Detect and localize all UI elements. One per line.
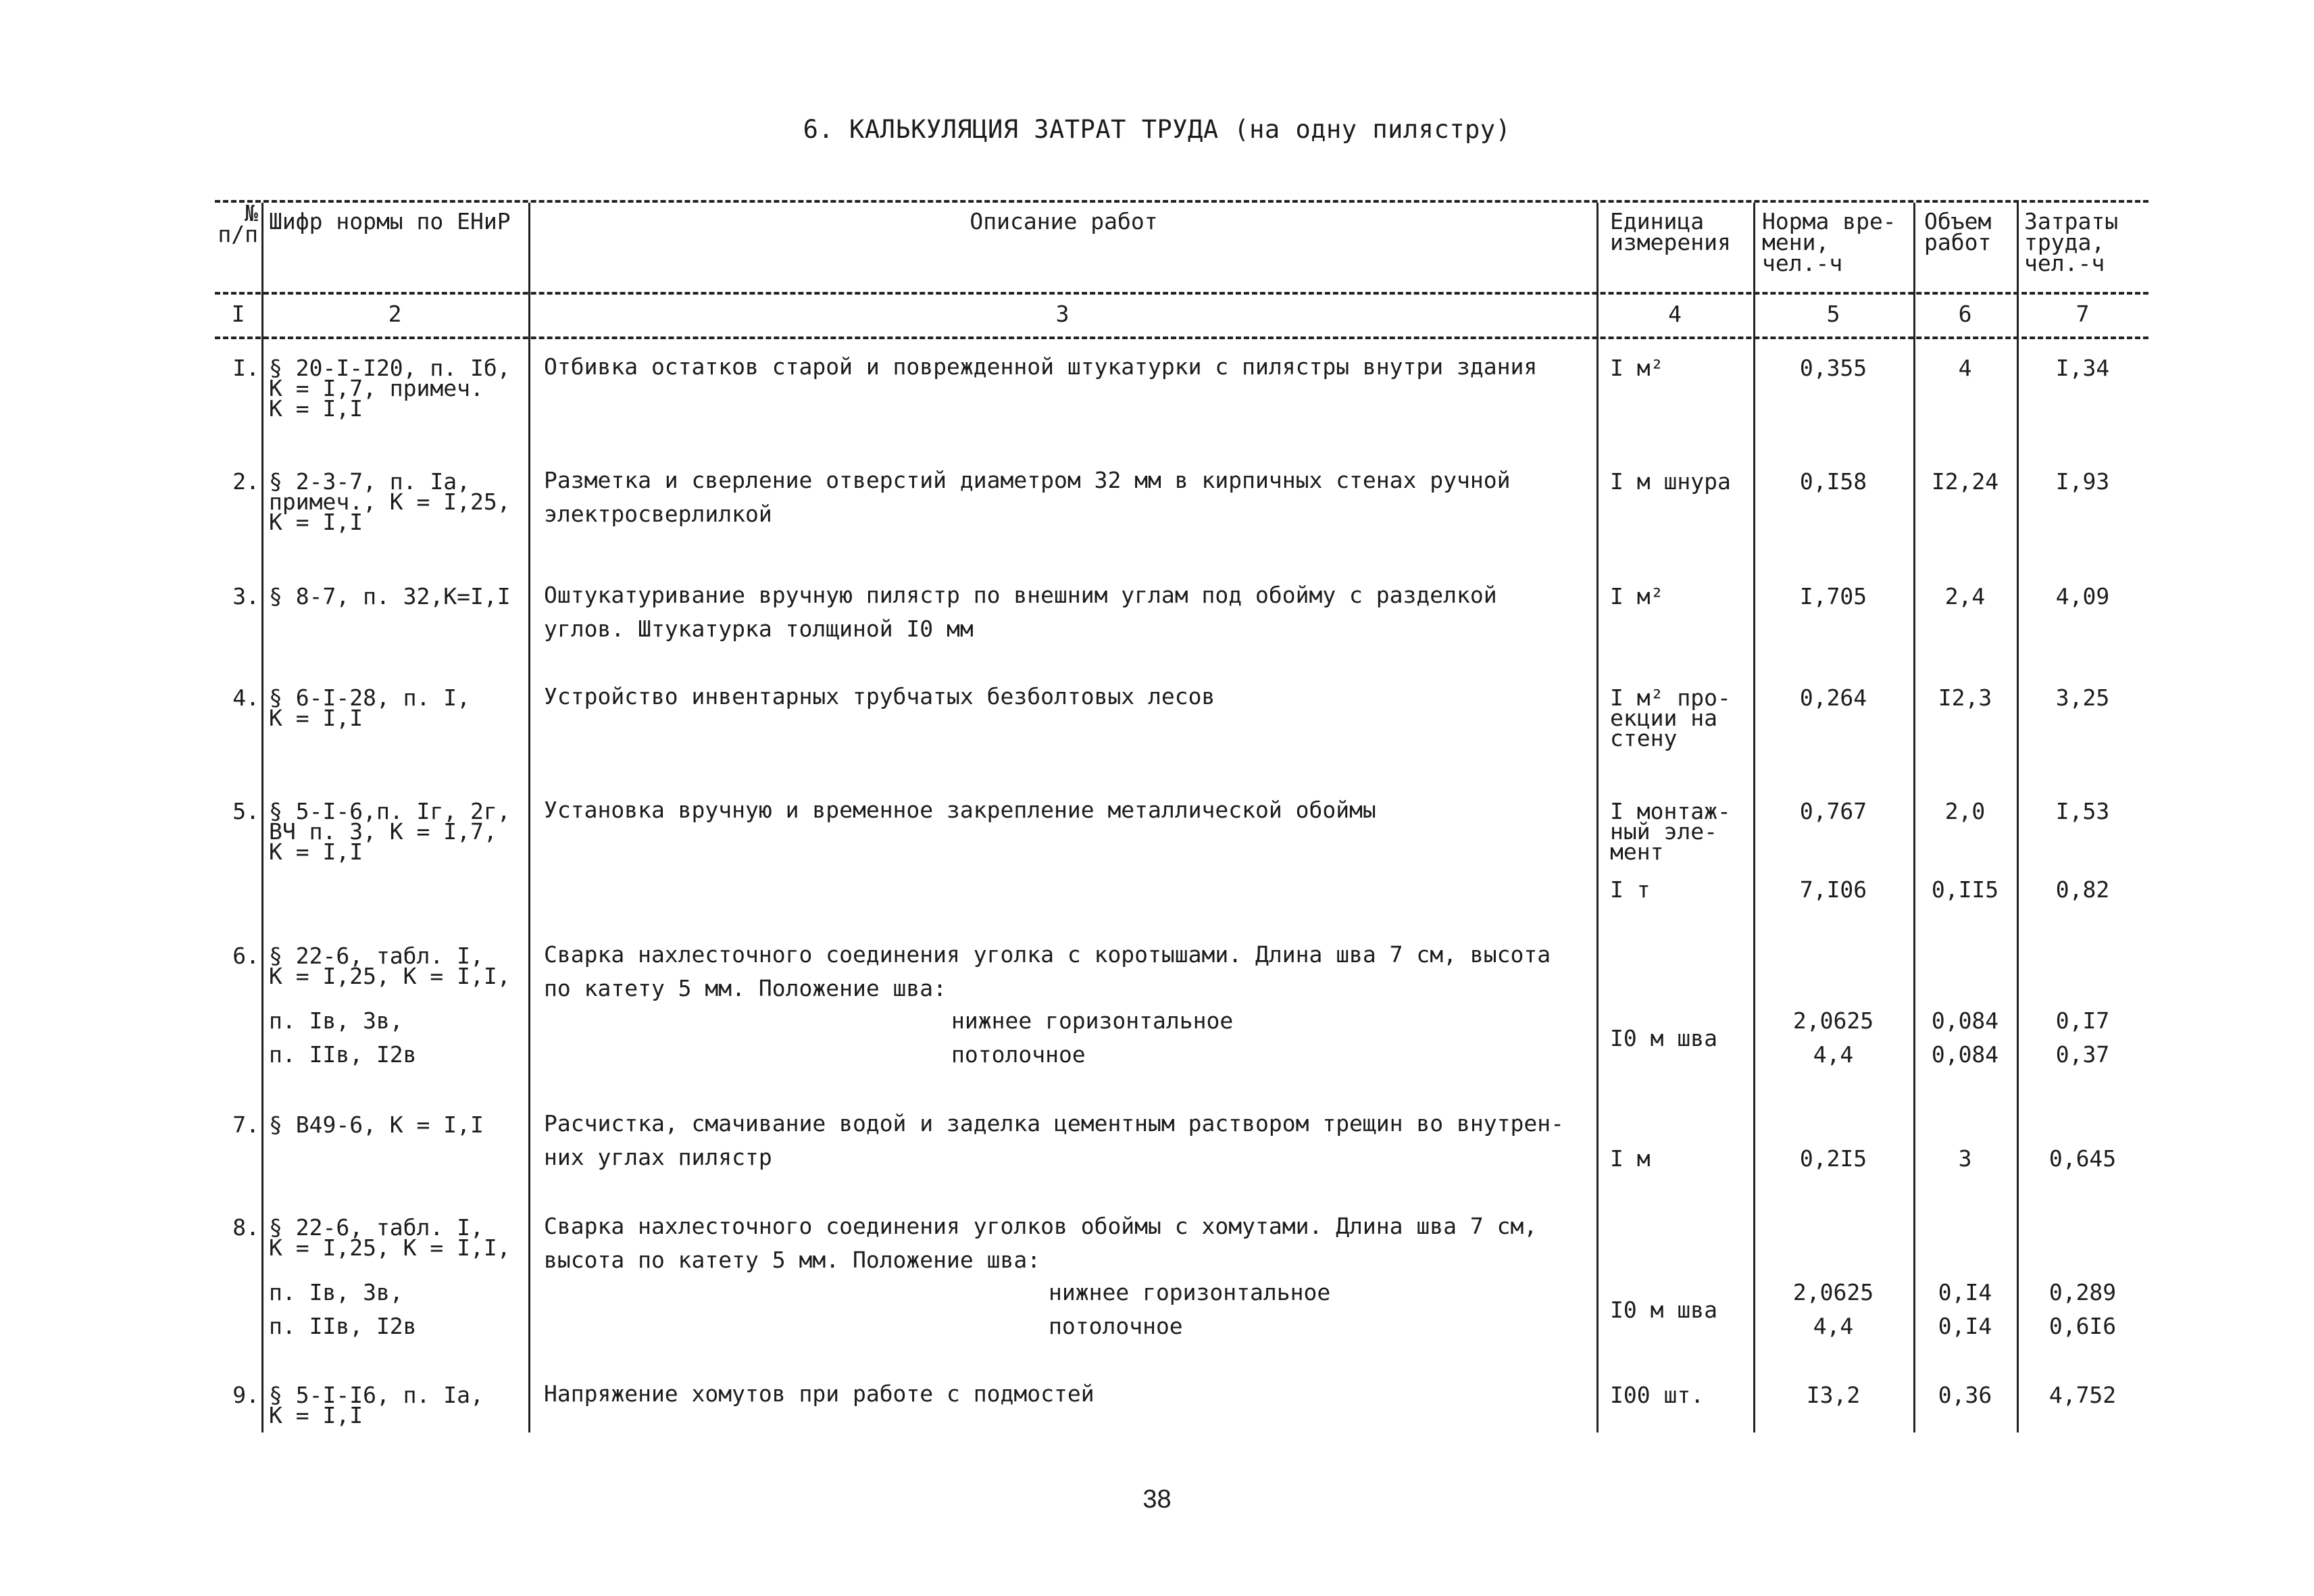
norm-code-line: ВЧ п. 3, К = I,7, <box>269 818 497 845</box>
labor-cost: I,93 <box>2055 468 2110 495</box>
labor-cost: I,53 <box>2055 798 2110 824</box>
colnum-3: 3 <box>1055 301 1070 327</box>
work-volume-value: 0,I4 <box>1938 1313 1992 1339</box>
time-norm <box>1753 1276 1913 1343</box>
unit-line: I монтаж- <box>1610 798 1731 824</box>
header-cost-line3: чел.-ч <box>2024 250 2105 276</box>
norm-code <box>269 1382 484 1428</box>
norm-code-subitem: п. Iв, 3в, <box>269 1007 403 1034</box>
work-volume <box>1913 1276 2017 1343</box>
colnum-7: 7 <box>2076 301 2090 327</box>
work-description <box>544 464 1510 531</box>
norm-code-line: К = I,7, примеч. <box>269 375 484 401</box>
description-line: высота по катету 5 мм. Положение шва: <box>544 1247 1041 1273</box>
norm-code <box>269 355 511 422</box>
labor-cost: 0,645 <box>2048 1145 2117 1172</box>
work-volume-value: 0,084 <box>1931 1007 1999 1034</box>
page-title: 6. КАЛЬКУЛЯЦИЯ ЗАТРАТ ТРУДА (на одну пилястру) <box>803 115 1511 144</box>
norm-code-line: § 2-3-7, п. Iа, <box>269 468 471 495</box>
unit: I0 м шва <box>1610 1025 1717 1051</box>
unit-line: I м² про- <box>1610 684 1731 711</box>
header-unit-line1: Единица <box>1610 208 1705 234</box>
work-volume: 2,4 <box>1944 583 1986 609</box>
norm-code-line: К = I,25, К = I,I, <box>269 1235 511 1261</box>
work-volume-value: 0,I4 <box>1938 1279 1992 1305</box>
labor-cost-value: 0,37 <box>2055 1041 2110 1068</box>
labor-cost-value: 0,I7 <box>2055 1007 2110 1034</box>
unit <box>1610 355 1664 381</box>
col-divider-1 <box>261 203 263 1432</box>
row-number: 3. <box>232 583 259 609</box>
norm-code-line: § 5-I-6,п. Iг, 2г, <box>269 798 511 824</box>
unit-line: мент <box>1610 839 1664 865</box>
work-volume: I2,3 <box>1938 684 1992 711</box>
work-description <box>544 938 1551 1005</box>
unit-text: I м² <box>1610 355 1664 381</box>
labor-cost-secondary: 0,82 <box>2055 876 2110 903</box>
header-num-line2: п/п <box>218 221 258 247</box>
description-line: Разметка и сверление отверстий диаметром 32 мм в кирпичных стенах ручной <box>544 467 1511 493</box>
row-number: 5. <box>232 798 259 824</box>
header-unit-line2: измерения <box>1610 229 1731 255</box>
col-divider-3 <box>1596 203 1599 1432</box>
labor-cost: 4,09 <box>2055 583 2110 609</box>
time-norm-value: 2,0625 <box>1792 1279 1874 1305</box>
unit-line: стену <box>1610 725 1678 751</box>
work-description: Устройство инвентарных трубчатых безболтовых лесов <box>544 683 1215 709</box>
work-volume: I2,24 <box>1931 468 1999 495</box>
norm-code: § 8-7, п. 32,К=I,I <box>269 583 511 609</box>
work-description: Установка вручную и временное закрепление металлической обоймы <box>544 797 1376 823</box>
description-line: углов. Штукатурка толщиной I0 мм <box>544 616 974 642</box>
labor-cost-value: 0,6I6 <box>2048 1313 2117 1339</box>
unit <box>1610 798 1731 865</box>
colnum-bottom-rule <box>215 336 2148 339</box>
time-norm: 0,767 <box>1799 798 1867 824</box>
norm-code-line: примеч., К = I,25, <box>269 489 511 515</box>
work-description <box>544 1210 1537 1277</box>
norm-code-line: К = I,I <box>269 705 363 731</box>
norm-code-subitem: п. IIв, I2в <box>269 1041 417 1068</box>
header-volume <box>1924 208 1992 255</box>
norm-code-line: К = I,25, К = I,I, <box>269 963 511 989</box>
header-norm-line1: Норма вре- <box>1762 208 1896 234</box>
header-cost-line1: Затраты <box>2024 208 2119 234</box>
unit: I0 м шва <box>1610 1297 1717 1323</box>
labor-cost-value: 0,289 <box>2048 1279 2117 1305</box>
work-description: Напряжение хомутов при работе с подмостей <box>544 1380 1095 1407</box>
header-unit <box>1610 208 1731 255</box>
weld-position: нижнее горизонтальное <box>1049 1279 1331 1305</box>
norm-code <box>269 943 511 989</box>
work-volume: 2,0 <box>1944 798 1986 824</box>
norm-code-line: § 6-I-28, п. I, <box>269 684 471 711</box>
work-description: Отбивка остатков старой и поврежденной штукатурки с пилястры внутри здания <box>544 353 1538 380</box>
time-norm: 0,2I5 <box>1799 1145 1867 1172</box>
colnum-1: I <box>231 301 245 327</box>
work-description <box>544 578 1497 646</box>
header-code: Шифр нормы по ЕНиР <box>269 208 511 234</box>
unit: I м шнура <box>1610 468 1731 495</box>
row-number: 7. <box>232 1112 259 1138</box>
row-number: 8. <box>232 1214 259 1241</box>
description-line: Оштукатуривание вручную пилястр по внешним углам под обойму с разделкой <box>544 582 1497 608</box>
norm-code <box>269 798 511 865</box>
weld-position-list <box>951 1004 1233 1072</box>
header-norm-line2: мени, <box>1762 229 1830 255</box>
norm-code: § В49-6, К = I,I <box>269 1112 484 1138</box>
row-number: 6. <box>232 943 259 969</box>
weld-position-list <box>1049 1276 1330 1343</box>
norm-code-line: К = I,I <box>269 395 363 422</box>
header-norm-line3: чел.-ч <box>1762 250 1843 276</box>
description-line: них углах пилястр <box>544 1144 772 1170</box>
norm-code-subitems <box>269 1004 417 1072</box>
time-norm: I,705 <box>1799 583 1867 609</box>
labor-cost: 3,25 <box>2055 684 2110 711</box>
time-norm: 0,264 <box>1799 684 1867 711</box>
row-number: I. <box>232 355 259 381</box>
work-volume: 0,36 <box>1938 1382 1992 1408</box>
colnum-5: 5 <box>1826 301 1840 327</box>
unit: I м² <box>1610 583 1664 609</box>
norm-code-line: К = I,I <box>269 509 363 535</box>
time-norm: 0,I58 <box>1799 468 1867 495</box>
header-cost <box>2024 208 2119 276</box>
header-volume-line1: Объем <box>1924 208 1992 234</box>
description-line: Сварка нахлесточного соединения уголков обоймы с хомутами. Длина шва 7 см, <box>544 1213 1538 1239</box>
labor-cost <box>2017 1276 2148 1343</box>
norm-code-line: § 22-6, табл. I, <box>269 943 484 969</box>
time-norm: 0,355 <box>1799 355 1867 381</box>
colnum-2: 2 <box>388 301 402 327</box>
unit: I00 шт. <box>1610 1382 1705 1408</box>
norm-code-line: К = I,I <box>269 839 363 865</box>
header-num <box>215 200 258 247</box>
unit: I м <box>1610 1145 1651 1172</box>
norm-code-subitem: п. IIв, I2в <box>269 1313 417 1339</box>
header-volume-line2: работ <box>1924 229 1992 255</box>
colnum-4: 4 <box>1668 301 1682 327</box>
norm-code-subitem: п. Iв, 3в, <box>269 1279 403 1305</box>
description-line: электросверлилкой <box>544 501 772 527</box>
work-volume <box>1913 1004 2017 1072</box>
page-number: 38 <box>1142 1485 1172 1514</box>
norm-code-line: § 20-I-I20, п. Iб, <box>269 355 511 381</box>
norm-code <box>269 468 511 535</box>
table-top-rule <box>215 200 2148 203</box>
weld-position: потолочное <box>1049 1313 1183 1339</box>
time-norm-secondary: 7,I06 <box>1799 876 1867 903</box>
colnum-6: 6 <box>1958 301 1972 327</box>
norm-code <box>269 684 471 731</box>
norm-code-line: § 22-6, табл. I, <box>269 1214 484 1241</box>
row-number: 9. <box>232 1382 259 1408</box>
norm-code-line: К = I,I <box>269 1402 363 1428</box>
header-description: Описание работ <box>970 208 1158 234</box>
description-line: Расчистка, смачивание водой и заделка цементным раствором трещин во внутрен- <box>544 1110 1564 1137</box>
header-norm <box>1762 208 1896 276</box>
labor-cost: 4,752 <box>2048 1382 2117 1408</box>
col-divider-2 <box>528 203 530 1432</box>
weld-position: потолочное <box>951 1041 1086 1068</box>
work-description <box>544 1107 1564 1174</box>
row-number: 4. <box>232 684 259 711</box>
time-norm: I3,2 <box>1806 1382 1861 1408</box>
header-bottom-rule <box>215 292 2148 295</box>
work-volume-value: 0,084 <box>1931 1041 1999 1068</box>
weld-position: нижнее горизонтальное <box>951 1007 1234 1034</box>
description-line: по катету 5 мм. Положение шва: <box>544 975 947 1001</box>
labor-cost <box>2017 1004 2148 1072</box>
unit-line: екции на <box>1610 705 1717 731</box>
norm-code-subitems <box>269 1276 417 1343</box>
time-norm-value: 2,0625 <box>1792 1007 1874 1034</box>
unit-line: ный эле- <box>1610 818 1717 845</box>
unit <box>1610 684 1731 751</box>
unit-secondary: I т <box>1610 876 1651 903</box>
work-volume: 4 <box>1958 355 1972 381</box>
norm-code-line: § 5-I-I6, п. Iа, <box>269 1382 484 1408</box>
work-volume: 3 <box>1958 1145 1972 1172</box>
description-line: Сварка нахлесточного соединения уголка с коротышами. Длина шва 7 см, высота <box>544 941 1551 968</box>
header-num-line1: № <box>245 200 258 226</box>
time-norm <box>1753 1004 1913 1072</box>
time-norm-value: 4,4 <box>1813 1313 1854 1339</box>
work-volume-secondary: 0,II5 <box>1931 876 1999 903</box>
labor-cost: I,34 <box>2055 355 2110 381</box>
time-norm-value: 4,4 <box>1813 1041 1854 1068</box>
norm-code <box>269 1214 511 1261</box>
row-number: 2. <box>232 468 259 495</box>
header-cost-line2: труда, <box>2024 229 2105 255</box>
